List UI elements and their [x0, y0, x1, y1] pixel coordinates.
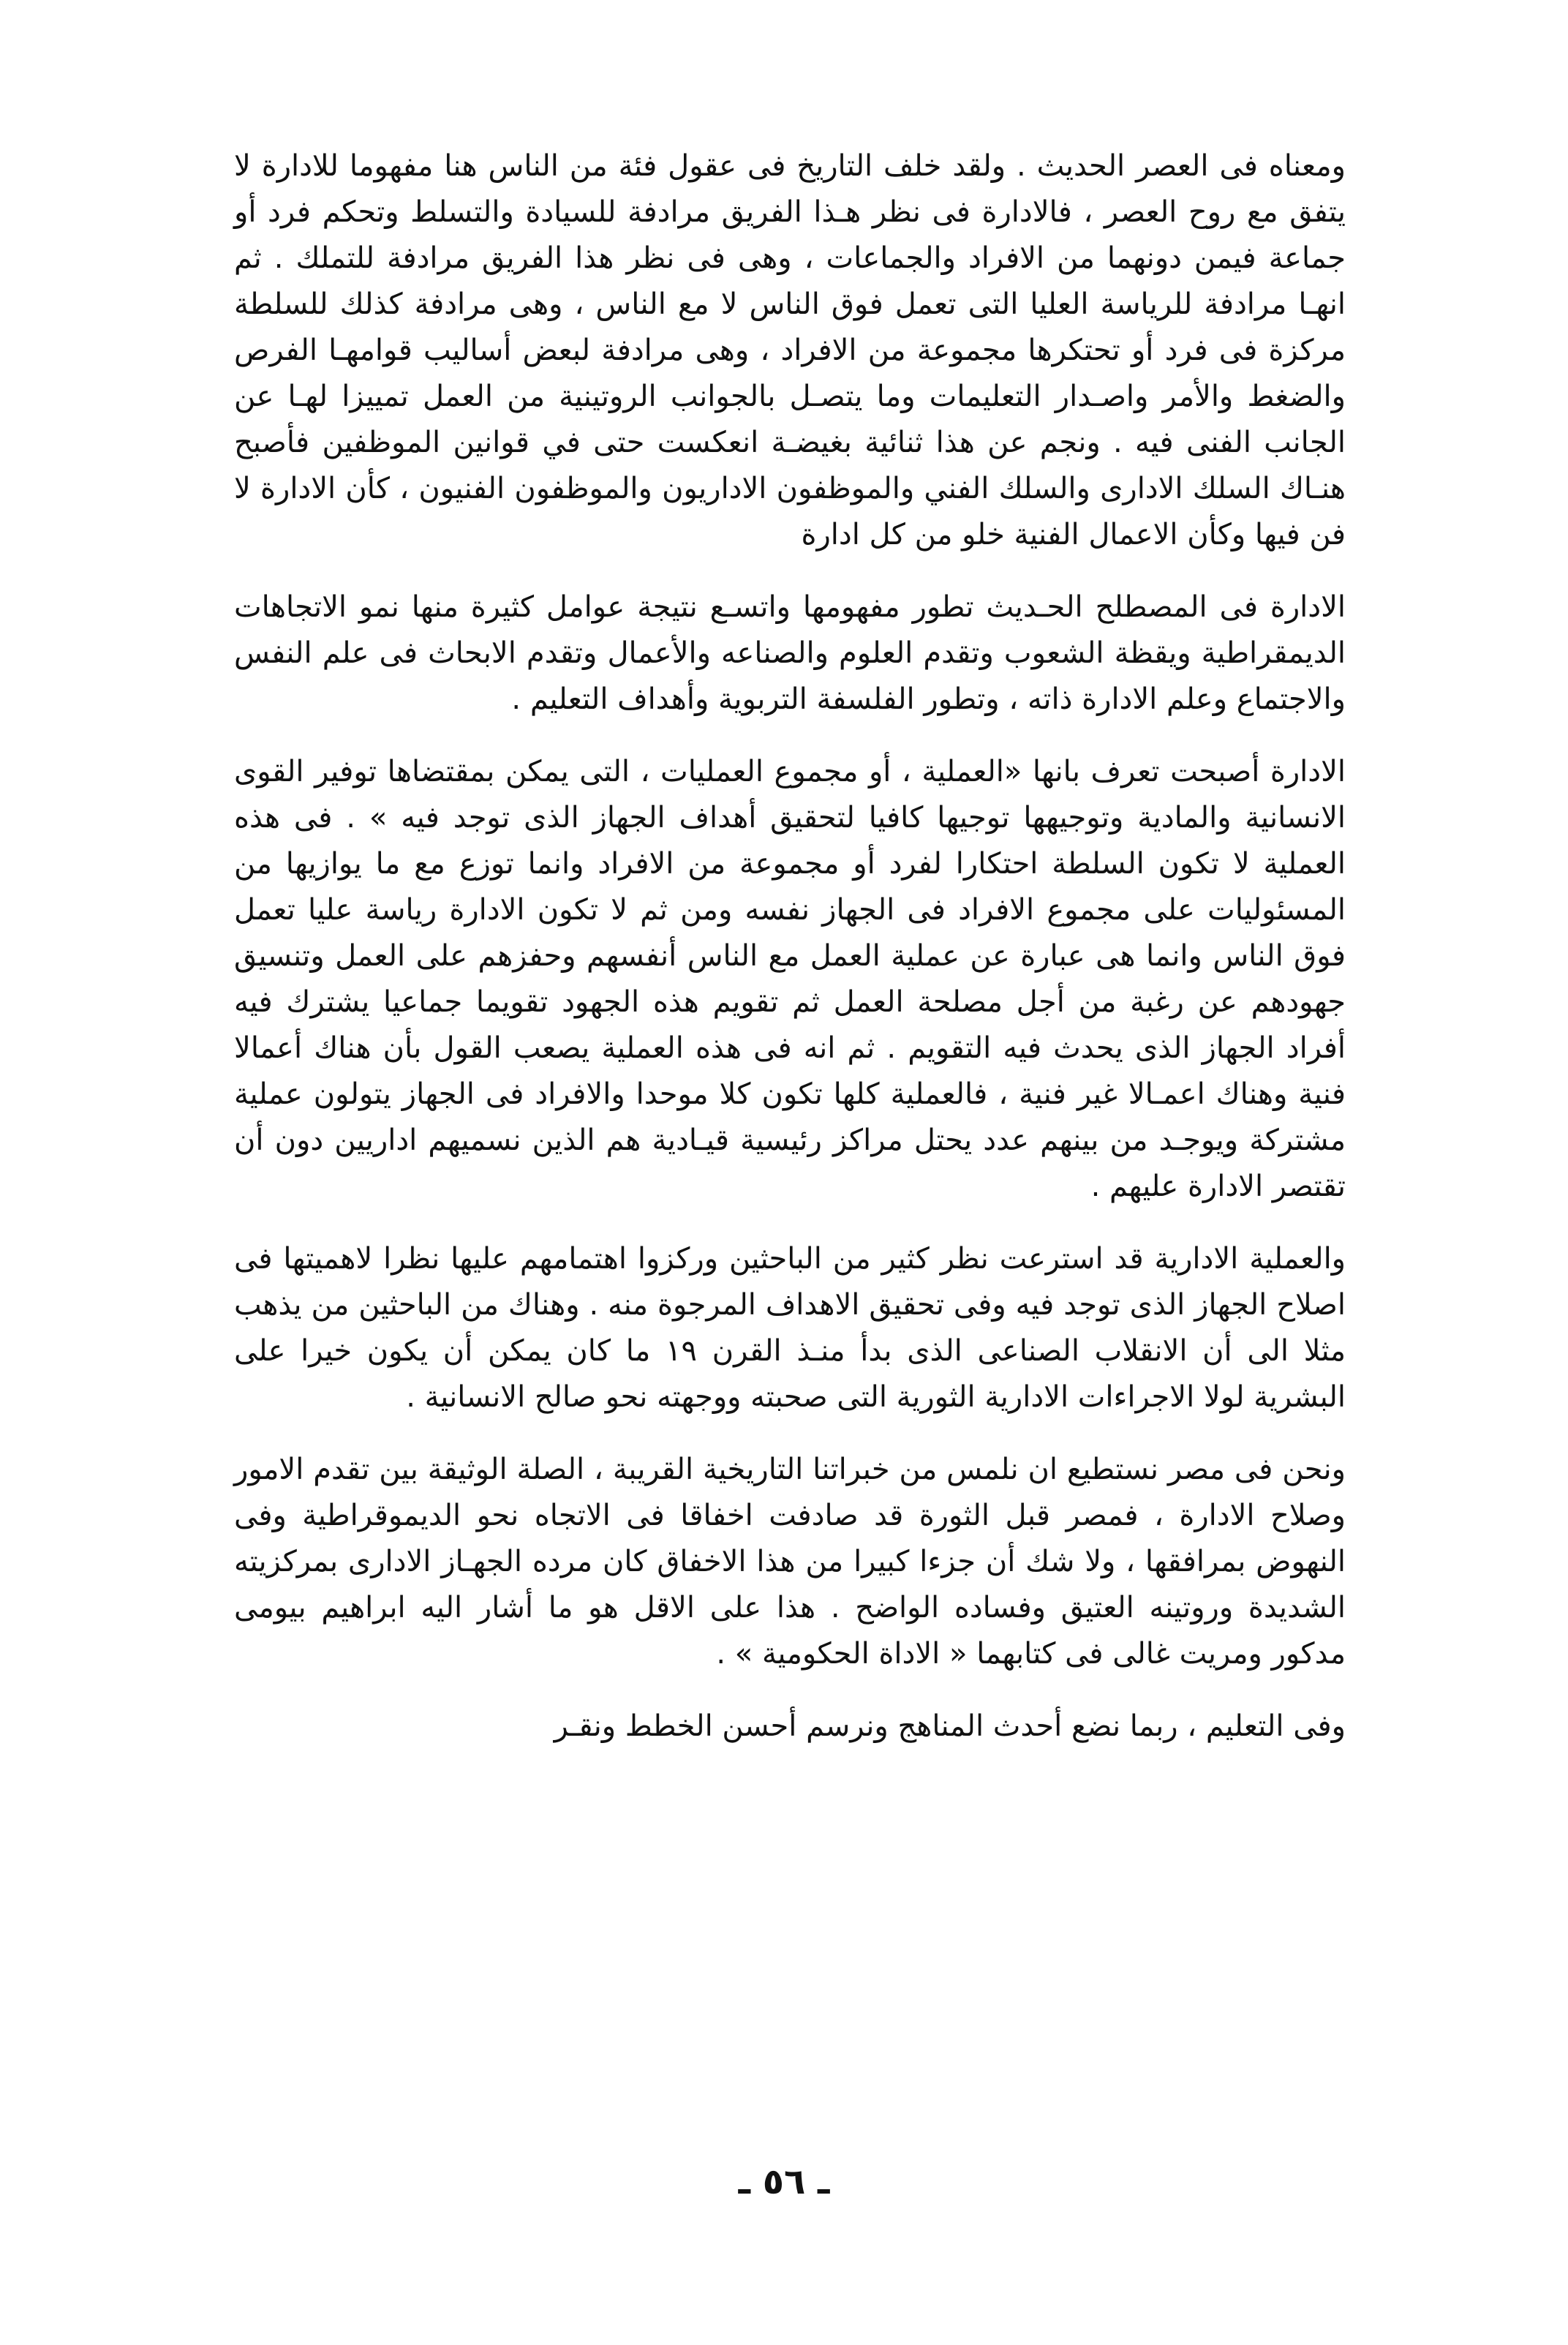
paragraph: ومعناه فى العصر الحديث . ولقد خلف التاريخ فى عقول فئة من الناس هنا مفهوما للادارة لا يتفق مع روح العصر ، فالادارة فى نظر هـذا الفريق مرادفة للسيادة والتسلط وتحكم فرد أو جماعة فيمن دونهما من الافراد والجماعات ، وهى فى نظر هذا الفريق مرادفة للتملك . ثم انهـا مرادفة للرياسة العليا التى تعمل فوق الناس لا مع الناس ، وهى مرادفة كذلك للسلطة مركزة فى فرد أو تحتكرها مجموعة من الافراد ، وهى مرادفة لبعض أساليب قوامهـا الفرص والضغط والأمر واصـدار التعليمات وما يتصـل بالجوانب الروتينية من العمل تمييزا لهـا عن الجانب الفنى فيه . ونجم عن هذا ثنائية بغيضـة انعكست حتى في قوانين الموظفين فأصبح هنـاك السلك الادارى والسلك الفني والموظفون الاداريون والموظفون الفنيون ، كأن الادارة لا فن فيها وكأن الاعمال الفنية خلو من كل ادارة — [234, 149, 1346, 552]
body-text — [234, 143, 1346, 1776]
paragraph: ونحن فى مصر نستطيع ان نلمس من خبراتنا التاريخية القريبة ، الصلة الوثيقة بين تقدم الامور وصلاح الادارة ، فمصر قبل الثورة قد صادفت اخفاقا فى الاتجاه نحو الديموقراطية وفى النهوض بمرافقها ، ولا شك أن جزءا كبيرا من هذا الاخفاق كان مرده الجهـاز الادارى بمركزيته الشديدة وروتينه العتيق وفساده الواضح . هذا على الاقل هو ما أشار اليه ابراهيم بيومى مدكور ومريت غالى فى كتابهما « الاداة الحكومية » . — [234, 1453, 1346, 1671]
page-number: ـ ٥٦ ـ — [738, 2161, 830, 2202]
paragraph: والعملية الادارية قد استرعت نظر كثير من الباحثين وركزوا اهتمامهم عليها نظرا لاهميتها فى اصلاح الجهاز الذى توجد فيه وفى تحقيق الاهداف المرجوة منه . وهناك من الباحثين من يذهب مثلا الى أن الانقلاب الصناعى الذى بدأ منـذ القرن ١٩ ما كان يمكن أن يكون خيرا على البشرية لولا الاجراءات الادارية الثورية التى صحبته ووجهته نحو صالح الانسانية . — [234, 1242, 1346, 1414]
paragraph: وفى التعليم ، ربما نضع أحدث المناهج ونرسم أحسن الخطط ونقـر — [554, 1709, 1346, 1743]
paragraph: الادارة أصبحت تعرف بانها «العملية ، أو مجموع العمليات ، التى يمكن بمقتضاها توفير القوى الانسانية والمادية وتوجيهها توجيها كافيا لتحقيق أهداف الجهاز الذى توجد فيه » . فى هذه العملية لا تكون السلطة احتكارا لفرد أو مجموعة من الافراد وانما توزع مع ما يوازيها من المسئوليات على مجموع الافراد فى الجهاز نفسه ومن ثم لا تكون الادارة رياسة عليا تعمل فوق الناس وانما هى عبارة عن عملية العمل مع الناس أنفسهم وحفزهم على العمل وتنسيق جهودهم عن رغبة من أجل مصلحة العمل ثم تقويم هذه الجهود تقويما جماعيا يشترك فيه أفراد الجهاز الذى يحدث فيه التقويم . ثم انه فى هذه العملية يصعب القول بأن هناك أعمالا فنية وهناك اعمـالا غير فنية ، فالعملية كلها تكون كلا موحدا والافراد فى الجهاز يتولون عملية مشتركة ويوجـد من بينهم عدد يحتل مراكز رئيسية قيـادية هم الذين نسميهم اداريين دون أن تقتصر الادارة عليهم . — [234, 755, 1346, 1203]
paragraph: الادارة فى المصطلح الحـديث تطور مفهومها واتسـع نتيجة عوامل كثيرة منها نمو الاتجاهات الديمقراطية ويقظة الشعوب وتقدم العلوم والصناعه والأعمال وتقدم الابحاث فى علم النفس والاجتماع وعلم الادارة ذاته ، وتطور الفلسفة التربوية وأهداف التعليم . — [234, 590, 1346, 716]
